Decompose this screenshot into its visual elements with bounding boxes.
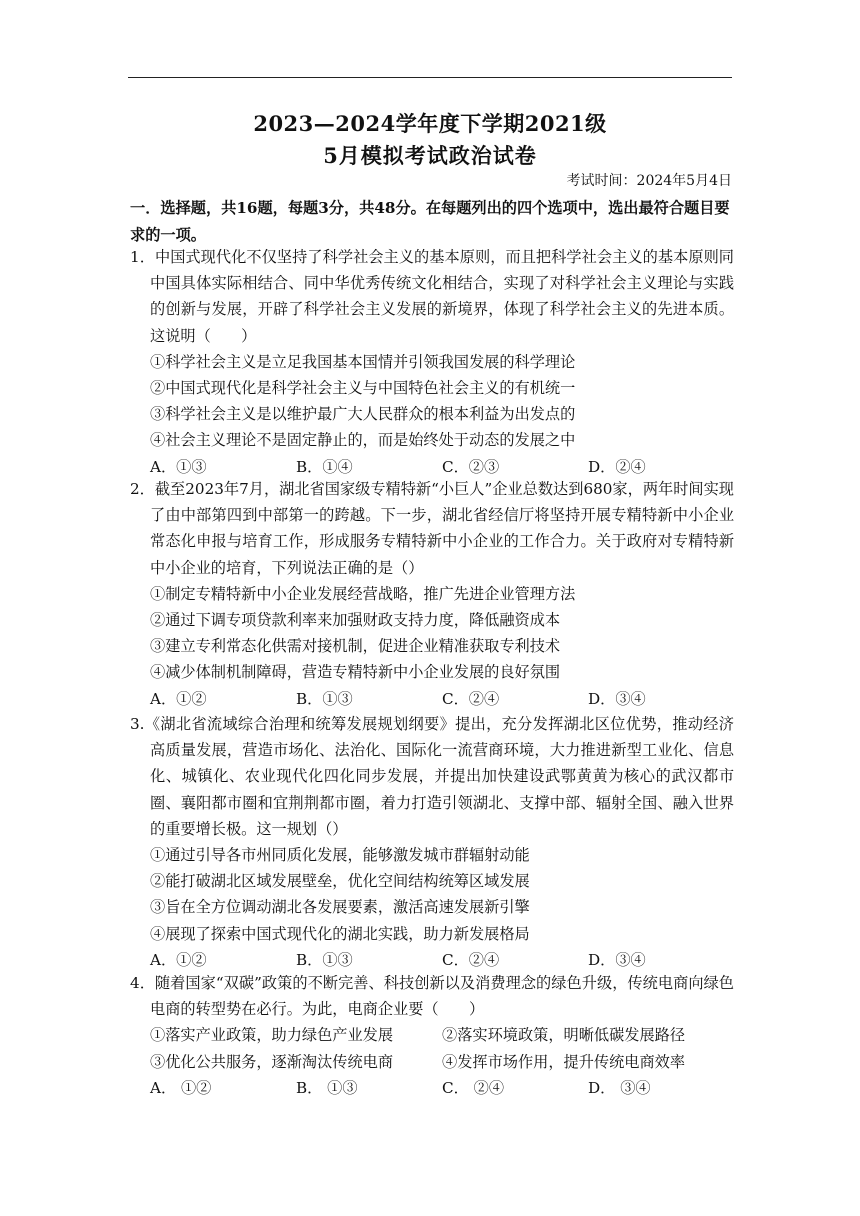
option-1: ①制定专精特新中小企业发展经营战略，推广先进企业管理方法: [150, 584, 576, 603]
answer-d: D． ③④: [588, 1078, 651, 1097]
exam-time: 考试时间：2024年5月4日: [566, 173, 732, 189]
exam-title: 2023—2024学年度下学期2021级: [253, 111, 607, 136]
option-4: ④减少体制机制障碍，营造专精特新中小企业发展的良好氛围: [150, 663, 561, 682]
option-4: ④展现了探索中国式现代化的湖北实践，助力新发展格局: [150, 924, 530, 943]
question-stem: 4．随着国家“双碳”政策的不断完善、科技创新以及消费理念的绿色升级，传统电商向绿色电商的转型势在必行。为此，电商企业要（ ）: [130, 974, 734, 1019]
option-1: ①落实产业政策，助力绿色产业发展: [150, 1026, 393, 1045]
question-stem: 3.《湖北省流域综合治理和统筹发展规划纲要》提出，充分发挥湖北区位优势，推动经济高质量发展，营造市场化、法治化、国际化一流营商环境，大力推进新型工业化、信息化、城镇化、农业现代化四化同步发展，并提出加快建设武鄂黄黄为核心的武汉都市圈、襄阳都市圈和宜荆荆都市圈，着力打造引领湖北、支撑中部、辐射全国、融入世界的重要增长极。这一规划（）: [130, 715, 734, 838]
answer-b: B．①③: [296, 689, 353, 708]
question-1: [130, 244, 734, 480]
option-2: ②落实环境政策，明晰低碳发展路径: [442, 1026, 685, 1045]
option-row: [130, 1049, 734, 1075]
option-3: ③科学社会主义是以维护最广大人民群众的根本利益为出发点的: [150, 405, 576, 424]
option-3: ③建立专利常态化供需对接机制，促进企业精准获取专利技术: [150, 637, 561, 656]
header-rule: [128, 77, 732, 78]
option-row: [130, 1022, 734, 1048]
answer-d: D．②④: [588, 457, 646, 476]
option-4: ④社会主义理论不是固定静止的，而是始终处于动态的发展之中: [150, 431, 576, 450]
answer-d: D．③④: [588, 689, 646, 708]
answer-a: A．①②: [150, 950, 207, 969]
option-2: ②能打破湖北区域发展壁垒，优化空间结构统筹区域发展: [150, 872, 530, 891]
option-1: ①科学社会主义是立足我国基本国情并引领我国发展的科学理论: [150, 352, 576, 371]
answer-c: C．②③: [442, 457, 500, 476]
answer-b: B．①③: [296, 950, 353, 969]
question-stem: 1．中国式现代化不仅坚持了科学社会主义的基本原则，而且把科学社会主义的基本原则同中国具体实际相结合、同中华优秀传统文化相结合，实现了对科学社会主义理论与实践的创新与发展，开辟了科学社会主义发展的新境界，体现了科学社会主义的先进本质。这说明（ ）: [130, 248, 734, 345]
question-4: [130, 970, 734, 1101]
section-heading: 一．选择题，共16题，每题3分，共48分。在每题列出的四个选项中，选出最符合题目要求的一项。: [130, 199, 730, 244]
answer-a: A． ①②: [150, 1078, 212, 1097]
option-3: ③旨在全方位调动湖北各发展要素，激活高速发展新引擎: [150, 898, 530, 917]
answer-c: C． ②④: [442, 1078, 505, 1097]
answer-a: A．①②: [150, 689, 207, 708]
answer-a: A．①③: [150, 457, 207, 476]
option-2: ②通过下调专项贷款利率来加强财政支持力度，降低融资成本: [150, 611, 561, 630]
answer-c: C．②④: [442, 950, 500, 969]
exam-subtitle: 5月模拟考试政治试卷: [323, 143, 537, 168]
answer-c: C．②④: [442, 689, 500, 708]
answer-b: B．①④: [296, 457, 353, 476]
question-2: [130, 476, 734, 712]
option-3: ③优化公共服务，逐渐淘汰传统电商: [150, 1052, 393, 1071]
answer-choices: [130, 686, 734, 712]
answer-d: D．③④: [588, 950, 646, 969]
question-stem: 2．截至2023年7月，湖北省国家级专精特新“小巨人”企业总数达到680家，两年时间实现了由中部第四到中部第一的跨越。下一步，湖北省经信厅将坚持开展专精特新中小企业常态化申报与培育工作，形成服务专精特新中小企业的工作合力。关于政府对专精特新中小企业的培育，下列说法正确的是（）: [130, 480, 734, 577]
answer-b: B． ①③: [296, 1078, 358, 1097]
option-4: ④发挥市场作用，提升传统电商效率: [442, 1052, 685, 1071]
answer-choices: [130, 1075, 734, 1101]
option-1: ①通过引导各市州同质化发展，能够激发城市群辐射动能: [150, 846, 530, 865]
question-3: [130, 711, 734, 973]
option-2: ②中国式现代化是科学社会主义与中国特色社会主义的有机统一: [150, 379, 576, 398]
